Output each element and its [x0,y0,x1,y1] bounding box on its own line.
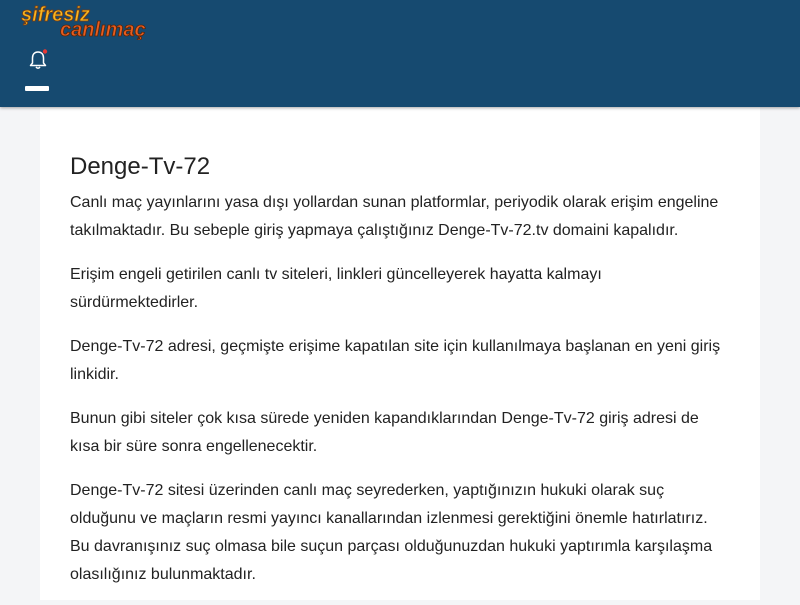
article-body [70,189,730,605]
hamburger-menu-icon[interactable] [25,86,49,91]
article-paragraph: Denge-Tv-72 sitesi üzerinden canlı maç seyrederken, yaptığınızın hukuki olarak suç olduğunu ve maçların resmi yayıncı kanallarından izlenmesi gerektiğini önemle hatırlatırız. Bu davranışınız suç olmasa bile suçun parçası olduğunuzdan hukuki yaptırımla karşılaşma olasılığınız bulunmaktadır. [70,482,713,583]
logo-text-bottom: canlımaç [60,19,146,40]
article-paragraph: Bunun gibi siteler çok kısa sürede yeniden kapandıklarından Denge-Tv-72 giriş adresi de kısa bir süre sonra engellenecektir. [70,410,699,455]
article-paragraph: Denge-Tv-72 adresi, geçmişte erişime kapatılan site için kullanılmaya başlanan en yeni giriş linkidir. [70,338,721,383]
site-logo[interactable] [20,2,170,40]
bell-icon[interactable] [28,49,50,71]
article-card [40,107,760,600]
site-header [0,0,800,107]
article-paragraph: Erişim engeli getirilen canlı tv siteleri, linkleri güncelleyerek hayatta kalmayı sürdürmektedirler. [70,266,602,311]
article-paragraph: Canlı maç yayınlarını yasa dışı yollardan sunan platformlar, periyodik olarak erişim engeline takılmaktadır. Bu sebeple giriş yapmaya çalıştığınız Denge-Tv-72.tv domaini kapalıdır. [70,194,719,239]
logo-text-top: şifresiz [21,4,90,26]
page-title: Denge-Tv-72 [70,153,211,180]
notification-dot [43,49,47,53]
